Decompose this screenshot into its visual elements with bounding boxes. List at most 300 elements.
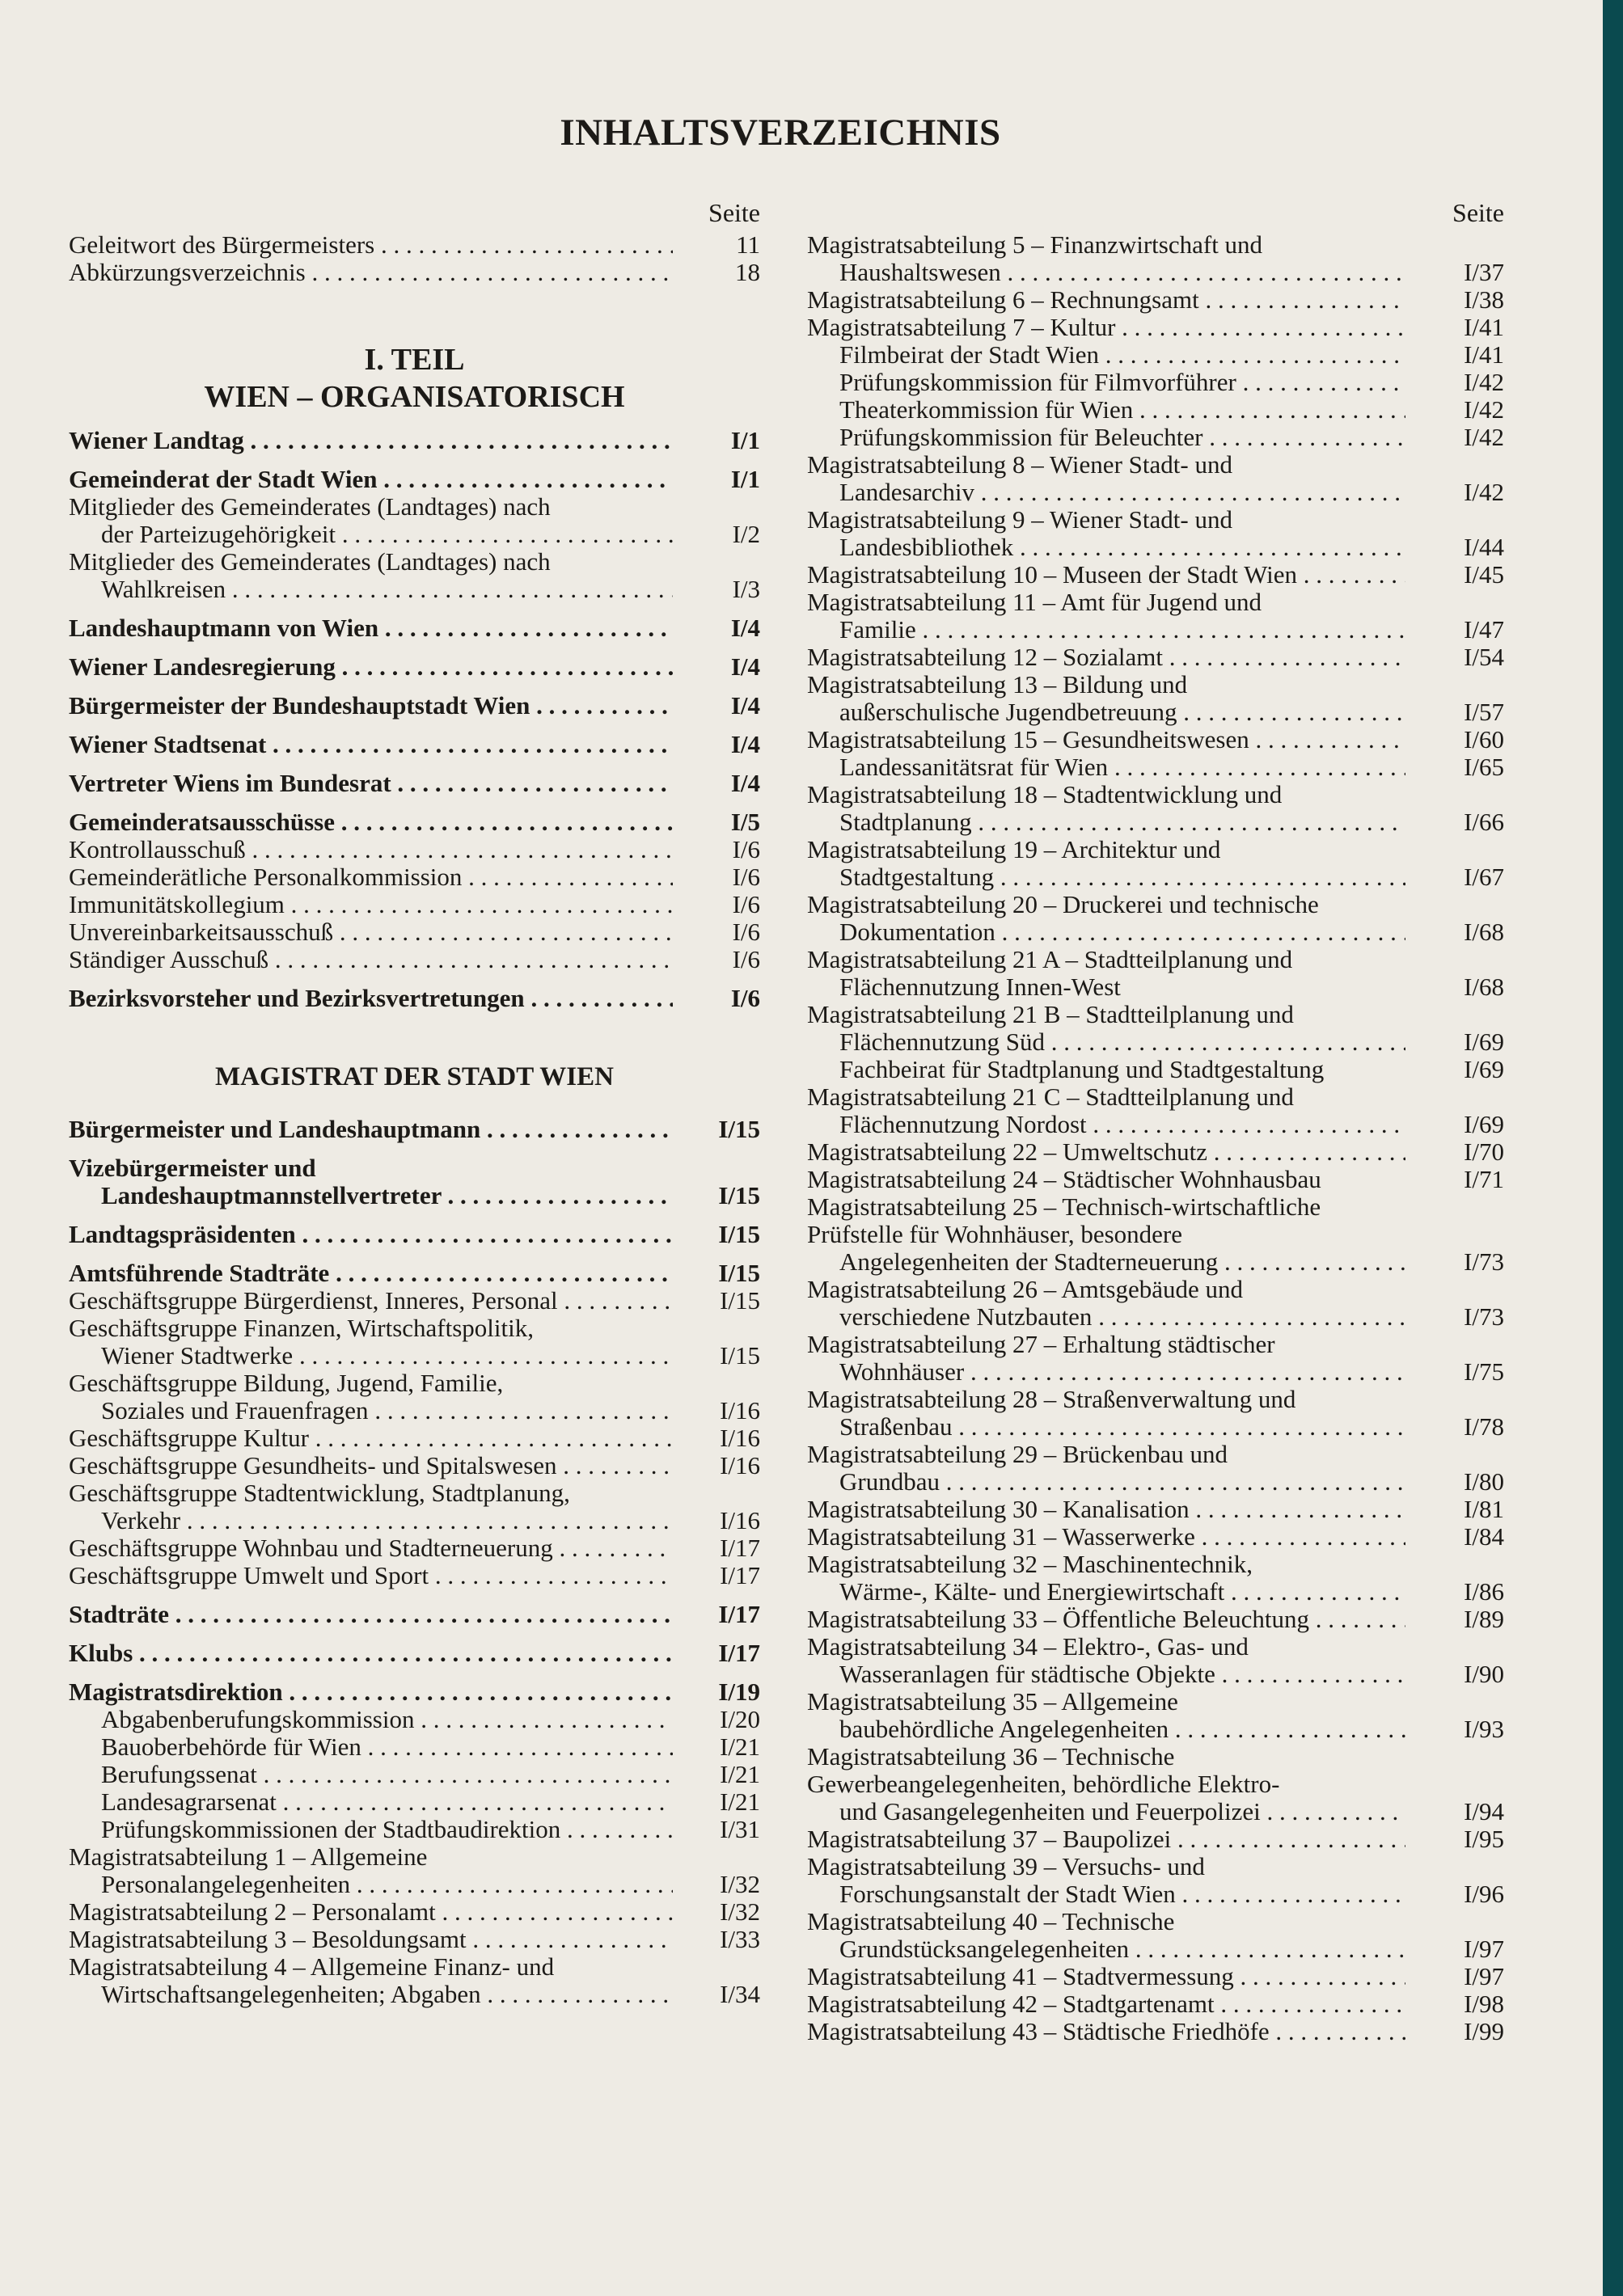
toc-entry <box>69 891 760 918</box>
toc-entry-title <box>807 1551 1405 1606</box>
toc-entry-title-line: Grundstücksangelegenheiten . . . <box>807 1935 1405 1963</box>
toc-entry-title-line: Magistratsabteilung 3 – Besoldungsamt . . . <box>69 1926 673 1953</box>
toc-entry-page: I/15 <box>718 1115 760 1143</box>
toc-entry-title <box>69 1926 673 1953</box>
toc-entry-title <box>807 561 1405 589</box>
toc-entry <box>807 644 1504 671</box>
toc-entry-title <box>69 1287 673 1315</box>
toc-entry-page: I/15 <box>718 1181 760 1209</box>
toc-entry-title <box>69 946 673 973</box>
toc-entry-title <box>807 1825 1405 1853</box>
toc-right-column <box>807 194 1504 2045</box>
toc-entry-title <box>807 396 1405 424</box>
toc-entry <box>807 1523 1504 1551</box>
toc-entry <box>69 653 760 681</box>
toc-entry-title <box>807 451 1405 506</box>
toc-entry-title-line: Mitglieder des Gemeinderates (Landtages) nach <box>69 548 551 576</box>
toc-entry-page: I/15 <box>720 1286 760 1315</box>
toc-entry-page: I/1 <box>730 426 760 454</box>
toc-entry-title-line: Magistratsabteilung 4 – Allgemeine Finanz- und <box>69 1953 555 1981</box>
toc-entry-title-line: Geschäftsgruppe Bürgerdienst, Inneres, Personal . . . <box>69 1287 673 1315</box>
toc-entry <box>807 589 1504 644</box>
toc-entry-title-line: Magistratsabteilung 37 – Baupolizei . . . <box>807 1825 1405 1853</box>
toc-entry <box>69 1562 760 1589</box>
page-title: INHALTSVERZEICHNIS <box>560 112 1001 154</box>
toc-entry-title-line: Kontrollausschuß . . . <box>69 836 673 863</box>
toc-front-matter <box>69 231 760 286</box>
toc-magistrat-list <box>69 1116 760 2008</box>
toc-left-column <box>69 194 760 2008</box>
toc-entry-title <box>807 589 1405 644</box>
toc-entry-title-line: Magistratsabteilung 43 – Städtische Friedhöfe . . . <box>807 2018 1405 2045</box>
toc-entry-title-line: Abkürzungsverzeichnis . . . <box>69 259 673 286</box>
toc-entry-page: I/97 <box>1464 1962 1504 1990</box>
toc-entry-title <box>69 614 673 642</box>
toc-entry-title-line: Personalangelegenheiten . . . <box>69 1871 673 1898</box>
toc-entry-page: I/4 <box>730 769 760 797</box>
toc-entry-page: I/6 <box>732 918 760 946</box>
toc-entry-page: I/6 <box>732 835 760 863</box>
toc-entry-title <box>807 781 1405 836</box>
toc-entry-page: I/95 <box>1464 1825 1504 1853</box>
toc-entry-title-line: Prüfungskommission für Beleuchter . . . <box>839 424 1405 451</box>
toc-entry-title <box>69 1221 673 1248</box>
toc-entry-title-line: verschiedene Nutzbauten . . . <box>807 1303 1405 1331</box>
toc-entry-title <box>807 1606 1405 1633</box>
toc-entry-title <box>807 1138 1405 1166</box>
toc-entry-page: I/4 <box>730 691 760 720</box>
toc-entry-title <box>69 466 673 493</box>
toc-entry <box>807 891 1504 946</box>
toc-entry <box>69 1424 760 1452</box>
toc-entry-title-line: Magistratsabteilung 10 – Museen der Stadt Wien . . . <box>807 561 1405 589</box>
toc-entry <box>69 231 760 259</box>
toc-entry-title-line: Gemeinderatsausschüsse . . . <box>69 808 673 836</box>
toc-entry-title-line: Magistratsabteilung 22 – Umweltschutz . . . <box>807 1138 1405 1166</box>
toc-entry-title <box>807 1496 1405 1523</box>
toc-entry-page: I/57 <box>1464 698 1504 726</box>
toc-entry-title-line: Mitglieder des Gemeinderates (Landtages) nach <box>69 493 551 521</box>
toc-entry-title-line: Bauoberbehörde für Wien . . . <box>101 1733 673 1761</box>
toc-entry-title <box>69 1733 673 1761</box>
toc-entry-title-line: Magistratsabteilung 12 – Sozialamt . . . <box>807 644 1405 671</box>
toc-entry <box>807 726 1504 753</box>
toc-entry-title <box>807 1441 1405 1496</box>
toc-entry-title-line: Forschungsanstalt der Stadt Wien . . . <box>807 1880 1405 1908</box>
toc-entry-page: 11 <box>736 230 760 259</box>
toc-entry-title-line: Magistratsabteilung 20 – Druckerei und technische <box>807 891 1319 918</box>
toc-entry-title-line: Filmbeirat der Stadt Wien . . . <box>839 341 1405 369</box>
toc-entry-page: I/20 <box>720 1705 760 1733</box>
toc-entry-title <box>69 1788 673 1816</box>
toc-entry-title-line: Magistratsabteilung 41 – Stadtvermessung . . . <box>807 1963 1405 1990</box>
toc-entry-page: I/45 <box>1464 560 1504 589</box>
toc-entry-title-line: Geschäftsgruppe Stadtentwicklung, Stadtplanung, <box>69 1479 570 1507</box>
toc-entry-page: I/17 <box>718 1600 760 1628</box>
toc-entry-title <box>807 1853 1405 1908</box>
toc-entry-page: I/73 <box>1464 1247 1504 1276</box>
toc-entry-title-line: Magistratsabteilung 29 – Brückenbau und <box>807 1441 1228 1468</box>
toc-entry-title-line: Stadtplanung . . . <box>807 808 1405 836</box>
toc-entry-page: I/90 <box>1464 1660 1504 1688</box>
toc-entry-title-line: Wohnhäuser . . . <box>807 1358 1405 1386</box>
toc-entry-title <box>807 1633 1405 1688</box>
toc-entry-title <box>807 946 1405 1001</box>
toc-entry <box>807 1193 1504 1276</box>
toc-entry <box>69 1898 760 1926</box>
toc-entry-title-line: Magistratsabteilung 39 – Versuchs- und <box>807 1853 1205 1880</box>
toc-entry-title-line: Magistratsabteilung 2 – Personalamt . . . <box>69 1898 673 1926</box>
toc-entry-title-line: Landeshauptmann von Wien . . . <box>69 614 673 642</box>
toc-entry-title-line: Magistratsabteilung 8 – Wiener Stadt- und <box>807 451 1232 479</box>
toc-entry-title-line: Landesbibliothek . . . <box>807 534 1405 561</box>
toc-entry-page: I/98 <box>1464 1990 1504 2018</box>
toc-entry <box>807 424 1504 451</box>
toc-entry-page: 18 <box>735 258 760 286</box>
toc-entry-page: I/16 <box>720 1424 760 1452</box>
toc-entry-title <box>807 1963 1405 1990</box>
toc-entry-title-line: Stadtgestaltung . . . <box>807 863 1405 891</box>
toc-entry-title-line: Geschäftsgruppe Finanzen, Wirtschaftspolitik, <box>69 1315 534 1342</box>
toc-entry <box>69 731 760 758</box>
toc-entry <box>807 561 1504 589</box>
toc-entry-title <box>69 1370 673 1424</box>
magistrat-heading: MAGISTRAT DER STADT WIEN <box>215 1062 614 1091</box>
toc-entry-page: I/37 <box>1464 258 1504 286</box>
toc-entry-title-line: außerschulische Jugendbetreuung . . . <box>807 699 1405 726</box>
toc-entry <box>807 1001 1504 1056</box>
toc-entry <box>69 863 760 891</box>
toc-entry-title-line: Gemeinderätliche Personalkommission . . . <box>69 863 673 891</box>
toc-entry <box>807 1551 1504 1606</box>
toc-entry-title <box>69 1761 673 1788</box>
toc-entry-page: I/32 <box>720 1870 760 1898</box>
seite-label: Seite <box>1452 198 1504 227</box>
toc-entry-page: I/68 <box>1464 918 1504 946</box>
toc-entry <box>69 1601 760 1628</box>
toc-entry-title-line: Magistratsabteilung 25 – Technisch-wirtschaftliche <box>807 1193 1321 1221</box>
toc-entry-page: I/69 <box>1464 1110 1504 1138</box>
toc-entry-page: I/42 <box>1464 423 1504 451</box>
toc-entry <box>69 1761 760 1788</box>
toc-entry-title-line: Soziales und Frauenfragen . . . <box>69 1397 673 1424</box>
toc-entry <box>69 1926 760 1953</box>
toc-entry-title-line: Prüfungskommissionen der Stadtbaudirektion . . . <box>101 1816 673 1843</box>
toc-entry-title <box>69 1953 673 2008</box>
toc-entry-title <box>807 2018 1405 2045</box>
toc-entry-title <box>69 1260 673 1287</box>
toc-entry-title <box>807 1276 1405 1331</box>
toc-entry <box>69 1640 760 1667</box>
toc-entry-title-line: Gemeinderat der Stadt Wien . . . <box>69 466 673 493</box>
toc-entry-title <box>807 506 1405 561</box>
toc-entry-title <box>807 1331 1405 1386</box>
part-heading <box>69 341 760 416</box>
toc-entry-title-line: Magistratsabteilung 36 – Technische <box>807 1743 1175 1771</box>
toc-entry-title-line: Landeshauptmannstellvertreter . . . <box>69 1182 673 1209</box>
toc-entry-title <box>69 1678 673 1706</box>
toc-entry-title-line: Stadträte . . . <box>69 1601 673 1628</box>
toc-entry-page: I/65 <box>1464 753 1504 781</box>
toc-entry-title-line: Landessanitätsrat für Wien . . . <box>839 753 1405 781</box>
toc-entry-title-line: Magistratsdirektion . . . <box>69 1678 673 1706</box>
toc-entry <box>807 1083 1504 1138</box>
toc-entry <box>807 1908 1504 1963</box>
toc-entry-title-line: Landtagspräsidenten . . . <box>69 1221 673 1248</box>
toc-entry-page: I/68 <box>1464 973 1504 1001</box>
toc-entry <box>807 506 1504 561</box>
toc-entry-title <box>69 1479 673 1534</box>
toc-entry-title-line: Ständiger Ausschuß . . . <box>69 946 673 973</box>
toc-entry <box>807 781 1504 836</box>
toc-entry-title-line: Magistratsabteilung 26 – Amtsgebäude und <box>807 1276 1243 1303</box>
toc-entry-title <box>69 770 673 797</box>
toc-entry-title-line: Bürgermeister und Landeshauptmann . . . <box>69 1116 673 1143</box>
toc-entry-page: I/6 <box>730 984 760 1012</box>
toc-entry <box>807 2018 1504 2045</box>
toc-entry <box>807 1743 1504 1825</box>
toc-entry-page: I/16 <box>720 1506 760 1534</box>
toc-entry-title <box>807 1688 1405 1743</box>
toc-entry-page: I/17 <box>718 1639 760 1667</box>
toc-entry <box>807 1331 1504 1386</box>
toc-entry-page: I/6 <box>732 863 760 891</box>
toc-entry-page: I/78 <box>1464 1412 1504 1441</box>
toc-entry-title <box>69 731 673 758</box>
toc-entry-page: I/31 <box>720 1815 760 1843</box>
toc-entry-title <box>807 1193 1405 1276</box>
toc-entry <box>807 1276 1504 1331</box>
toc-entry <box>807 1963 1504 1990</box>
toc-entry-title-line: Prüfungskommission für Filmvorführer . . . <box>839 369 1405 396</box>
toc-entry-title <box>807 726 1405 753</box>
toc-entry-page: I/80 <box>1464 1467 1504 1496</box>
toc-entry-title-line: Vertreter Wiens im Bundesrat . . . <box>69 770 673 797</box>
toc-entry-title <box>69 808 673 836</box>
toc-entry-title-line: Flächennutzung Süd . . . <box>807 1028 1405 1056</box>
toc-entry <box>69 1315 760 1370</box>
toc-entry <box>69 918 760 946</box>
toc-entry-title <box>807 314 1405 341</box>
toc-entry-page: I/15 <box>720 1341 760 1370</box>
toc-entry-page: I/97 <box>1464 1935 1504 1963</box>
toc-entry-title-line: Dokumentation . . . <box>807 918 1405 946</box>
toc-entry <box>69 946 760 973</box>
toc-entry-title-line: Wärme-, Kälte- und Energiewirtschaft . . . <box>807 1578 1405 1606</box>
toc-entry-title-line: Magistratsabteilung 21 C – Stadtteilplanung und <box>807 1083 1294 1111</box>
toc-entry <box>807 1688 1504 1743</box>
toc-entry-title-line: Flächennutzung Innen-West <box>839 973 1121 1001</box>
toc-entry <box>69 614 760 642</box>
toc-entry-title <box>807 1166 1405 1193</box>
toc-entry-title <box>69 1452 673 1479</box>
toc-entry-title-line: Familie . . . <box>807 616 1405 644</box>
toc-entry-title <box>69 1154 673 1209</box>
toc-entry-title <box>807 1990 1405 2018</box>
toc-entry-page: I/99 <box>1464 2017 1504 2045</box>
toc-entry-title-line: Magistratsabteilung 27 – Erhaltung städtischer <box>807 1331 1275 1358</box>
toc-entry-page: I/4 <box>730 730 760 758</box>
toc-entry-page: I/16 <box>720 1396 760 1424</box>
toc-entry-title-line: Magistratsabteilung 5 – Finanzwirtschaft und <box>807 231 1263 259</box>
toc-entry-title-line: Wahlkreisen . . . <box>69 576 673 603</box>
toc-entry-title-line: Geschäftsgruppe Kultur . . . <box>69 1424 673 1452</box>
toc-entry-title-line: Unvereinbarkeitsausschuß . . . <box>69 918 673 946</box>
toc-entry-title-line: Landesarchiv . . . <box>807 479 1405 506</box>
toc-right-list <box>807 231 1504 2045</box>
toc-entry <box>807 946 1504 1001</box>
toc-entry <box>69 1116 760 1143</box>
toc-entry-page: I/69 <box>1464 1055 1504 1083</box>
toc-entry-page: I/89 <box>1464 1605 1504 1633</box>
toc-entry-title-line: Magistratsabteilung 18 – Stadtentwicklung und <box>807 781 1283 808</box>
toc-entry-page: I/34 <box>720 1980 760 2008</box>
toc-entry-title <box>69 1816 673 1843</box>
seite-header-left <box>69 194 760 231</box>
toc-entry <box>807 1606 1504 1633</box>
toc-entry-page: I/44 <box>1464 533 1504 561</box>
toc-entry-page: I/33 <box>720 1925 760 1953</box>
toc-entry-page: I/71 <box>1464 1165 1504 1193</box>
toc-entry <box>69 1287 760 1315</box>
toc-entry-page: I/19 <box>718 1678 760 1706</box>
toc-entry-title <box>69 548 673 603</box>
toc-entry-title-line: Geschäftsgruppe Bildung, Jugend, Familie, <box>69 1370 504 1397</box>
toc-entry <box>807 1825 1504 1853</box>
toc-entry <box>69 1479 760 1534</box>
toc-entry-page: I/42 <box>1464 478 1504 506</box>
toc-entry-title-line: Magistratsabteilung 7 – Kultur . . . <box>807 314 1405 341</box>
seite-header-right <box>807 194 1504 231</box>
part-heading-line1: I. TEIL <box>364 343 465 377</box>
toc-entry-title-line: Prüfstelle für Wohnhäuser, besondere <box>807 1220 1183 1248</box>
toc-entry-title-line: Haushaltswesen . . . <box>807 259 1405 286</box>
toc-entry <box>69 493 760 548</box>
toc-entry-title <box>69 692 673 720</box>
toc-entry-title <box>69 427 673 454</box>
toc-entry-title-line: Magistratsabteilung 31 – Wasserwerke . . . <box>807 1523 1405 1551</box>
toc-entry-page: I/21 <box>720 1760 760 1788</box>
toc-entry-title <box>69 836 673 863</box>
toc-entry-title <box>69 1116 673 1143</box>
toc-entry-title <box>69 1424 673 1452</box>
toc-entry <box>807 1386 1504 1441</box>
toc-entry-title-line: Verkehr . . . <box>69 1507 673 1534</box>
toc-entry <box>69 1370 760 1424</box>
toc-entry-page: I/3 <box>732 575 760 603</box>
toc-entry <box>807 836 1504 891</box>
part-heading-line2: WIEN – ORGANISATORISCH <box>204 380 625 414</box>
toc-entry <box>69 836 760 863</box>
toc-entry-page: I/15 <box>718 1220 760 1248</box>
toc-entry-title-line: Magistratsabteilung 11 – Amt für Jugend und <box>807 589 1262 616</box>
toc-entry-page: I/2 <box>732 520 760 548</box>
toc-entry-page: I/42 <box>1464 395 1504 424</box>
toc-entry-title-line: Theaterkommission für Wien . . . <box>839 396 1405 424</box>
toc-entry-page: I/66 <box>1464 808 1504 836</box>
toc-entry-title <box>807 231 1405 286</box>
toc-entry <box>807 1633 1504 1688</box>
toc-entry-title <box>807 1056 1405 1083</box>
toc-entry <box>69 1154 760 1209</box>
toc-entry <box>69 548 760 603</box>
toc-entry <box>807 1496 1504 1523</box>
toc-entry-title-line: Bürgermeister der Bundeshauptstadt Wien . . . <box>69 692 673 720</box>
toc-entry-title-line: Amtsführende Stadträte . . . <box>69 1260 673 1287</box>
toc-entry-title <box>69 1562 673 1589</box>
toc-entry-title-line: Magistratsabteilung 1 – Allgemeine <box>69 1843 428 1871</box>
toc-entry-title-line: Magistratsabteilung 42 – Stadtgartenamt . . . <box>807 1990 1405 2018</box>
toc-entry <box>69 770 760 797</box>
toc-entry-title-line: Magistratsabteilung 40 – Technische <box>807 1908 1175 1935</box>
toc-entry-page: I/70 <box>1464 1137 1504 1166</box>
toc-entry <box>69 1843 760 1898</box>
toc-entry-page: I/69 <box>1464 1028 1504 1056</box>
toc-entry-page: I/5 <box>730 808 760 836</box>
toc-entry <box>807 671 1504 726</box>
toc-entry-title <box>69 863 673 891</box>
toc-entry-page: I/4 <box>730 614 760 642</box>
toc-entry-title-line: Magistratsabteilung 21 B – Stadtteilplanung und <box>807 1001 1294 1028</box>
toc-entry <box>69 692 760 720</box>
toc-entry-title-line: der Parteizugehörigkeit . . . <box>69 521 673 548</box>
toc-entry-page: I/54 <box>1464 643 1504 671</box>
toc-entry <box>807 286 1504 314</box>
toc-entry-title-line: Immunitätskollegium . . . <box>69 891 673 918</box>
toc-entry <box>69 1260 760 1287</box>
toc-entry-title-line: Magistratsabteilung 35 – Allgemeine <box>807 1688 1178 1716</box>
toc-entry-title-line: Magistratsabteilung 34 – Elektro-, Gas- und <box>807 1633 1249 1661</box>
toc-entry-page: I/6 <box>732 890 760 918</box>
toc-entry-page: I/67 <box>1464 863 1504 891</box>
toc-entry <box>69 1733 760 1761</box>
toc-entry-title-line: Fachbeirat für Stadtplanung und Stadtgestaltung <box>839 1056 1325 1083</box>
toc-entry-title-line: Magistratsabteilung 13 – Bildung und <box>807 671 1188 699</box>
toc-entry-title-line: Berufungssenat . . . <box>101 1761 673 1788</box>
toc-entry-page: I/41 <box>1464 313 1504 341</box>
toc-entry <box>69 1534 760 1562</box>
toc-entry <box>69 1816 760 1843</box>
toc-entry-page: I/1 <box>730 465 760 493</box>
toc-entry-title-line: Magistratsabteilung 24 – Städtischer Wohnhausbau <box>807 1166 1321 1193</box>
toc-entry <box>807 451 1504 506</box>
toc-entry <box>807 1853 1504 1908</box>
toc-entry-page: I/86 <box>1464 1577 1504 1606</box>
toc-entry-title <box>69 1898 673 1926</box>
toc-entry-title-line: Geschäftsgruppe Umwelt und Sport . . . <box>69 1562 673 1589</box>
toc-entry-page: I/15 <box>718 1259 760 1287</box>
toc-entry <box>69 1788 760 1816</box>
toc-entry-page: I/47 <box>1464 615 1504 644</box>
toc-entry <box>69 259 760 286</box>
toc-entry-title-line: Wiener Stadtwerke . . . <box>69 1342 673 1370</box>
toc-entry-page: I/93 <box>1464 1715 1504 1743</box>
toc-entry-title <box>69 918 673 946</box>
toc-entry-title-line: Magistratsabteilung 9 – Wiener Stadt- und <box>807 506 1232 534</box>
toc-entry <box>807 1441 1504 1496</box>
toc-entry-page: I/32 <box>720 1897 760 1926</box>
toc-entry <box>69 1221 760 1248</box>
toc-entry <box>807 1166 1504 1193</box>
toc-entry-title <box>69 1315 673 1370</box>
toc-entry-title <box>69 1843 673 1898</box>
toc-entry <box>807 314 1504 341</box>
toc-entry-title <box>807 1083 1405 1138</box>
toc-entry <box>69 427 760 454</box>
toc-entry-title-line: Wiener Stadtsenat . . . <box>69 731 673 758</box>
toc-entry-title <box>69 259 673 286</box>
toc-entry <box>807 341 1504 369</box>
